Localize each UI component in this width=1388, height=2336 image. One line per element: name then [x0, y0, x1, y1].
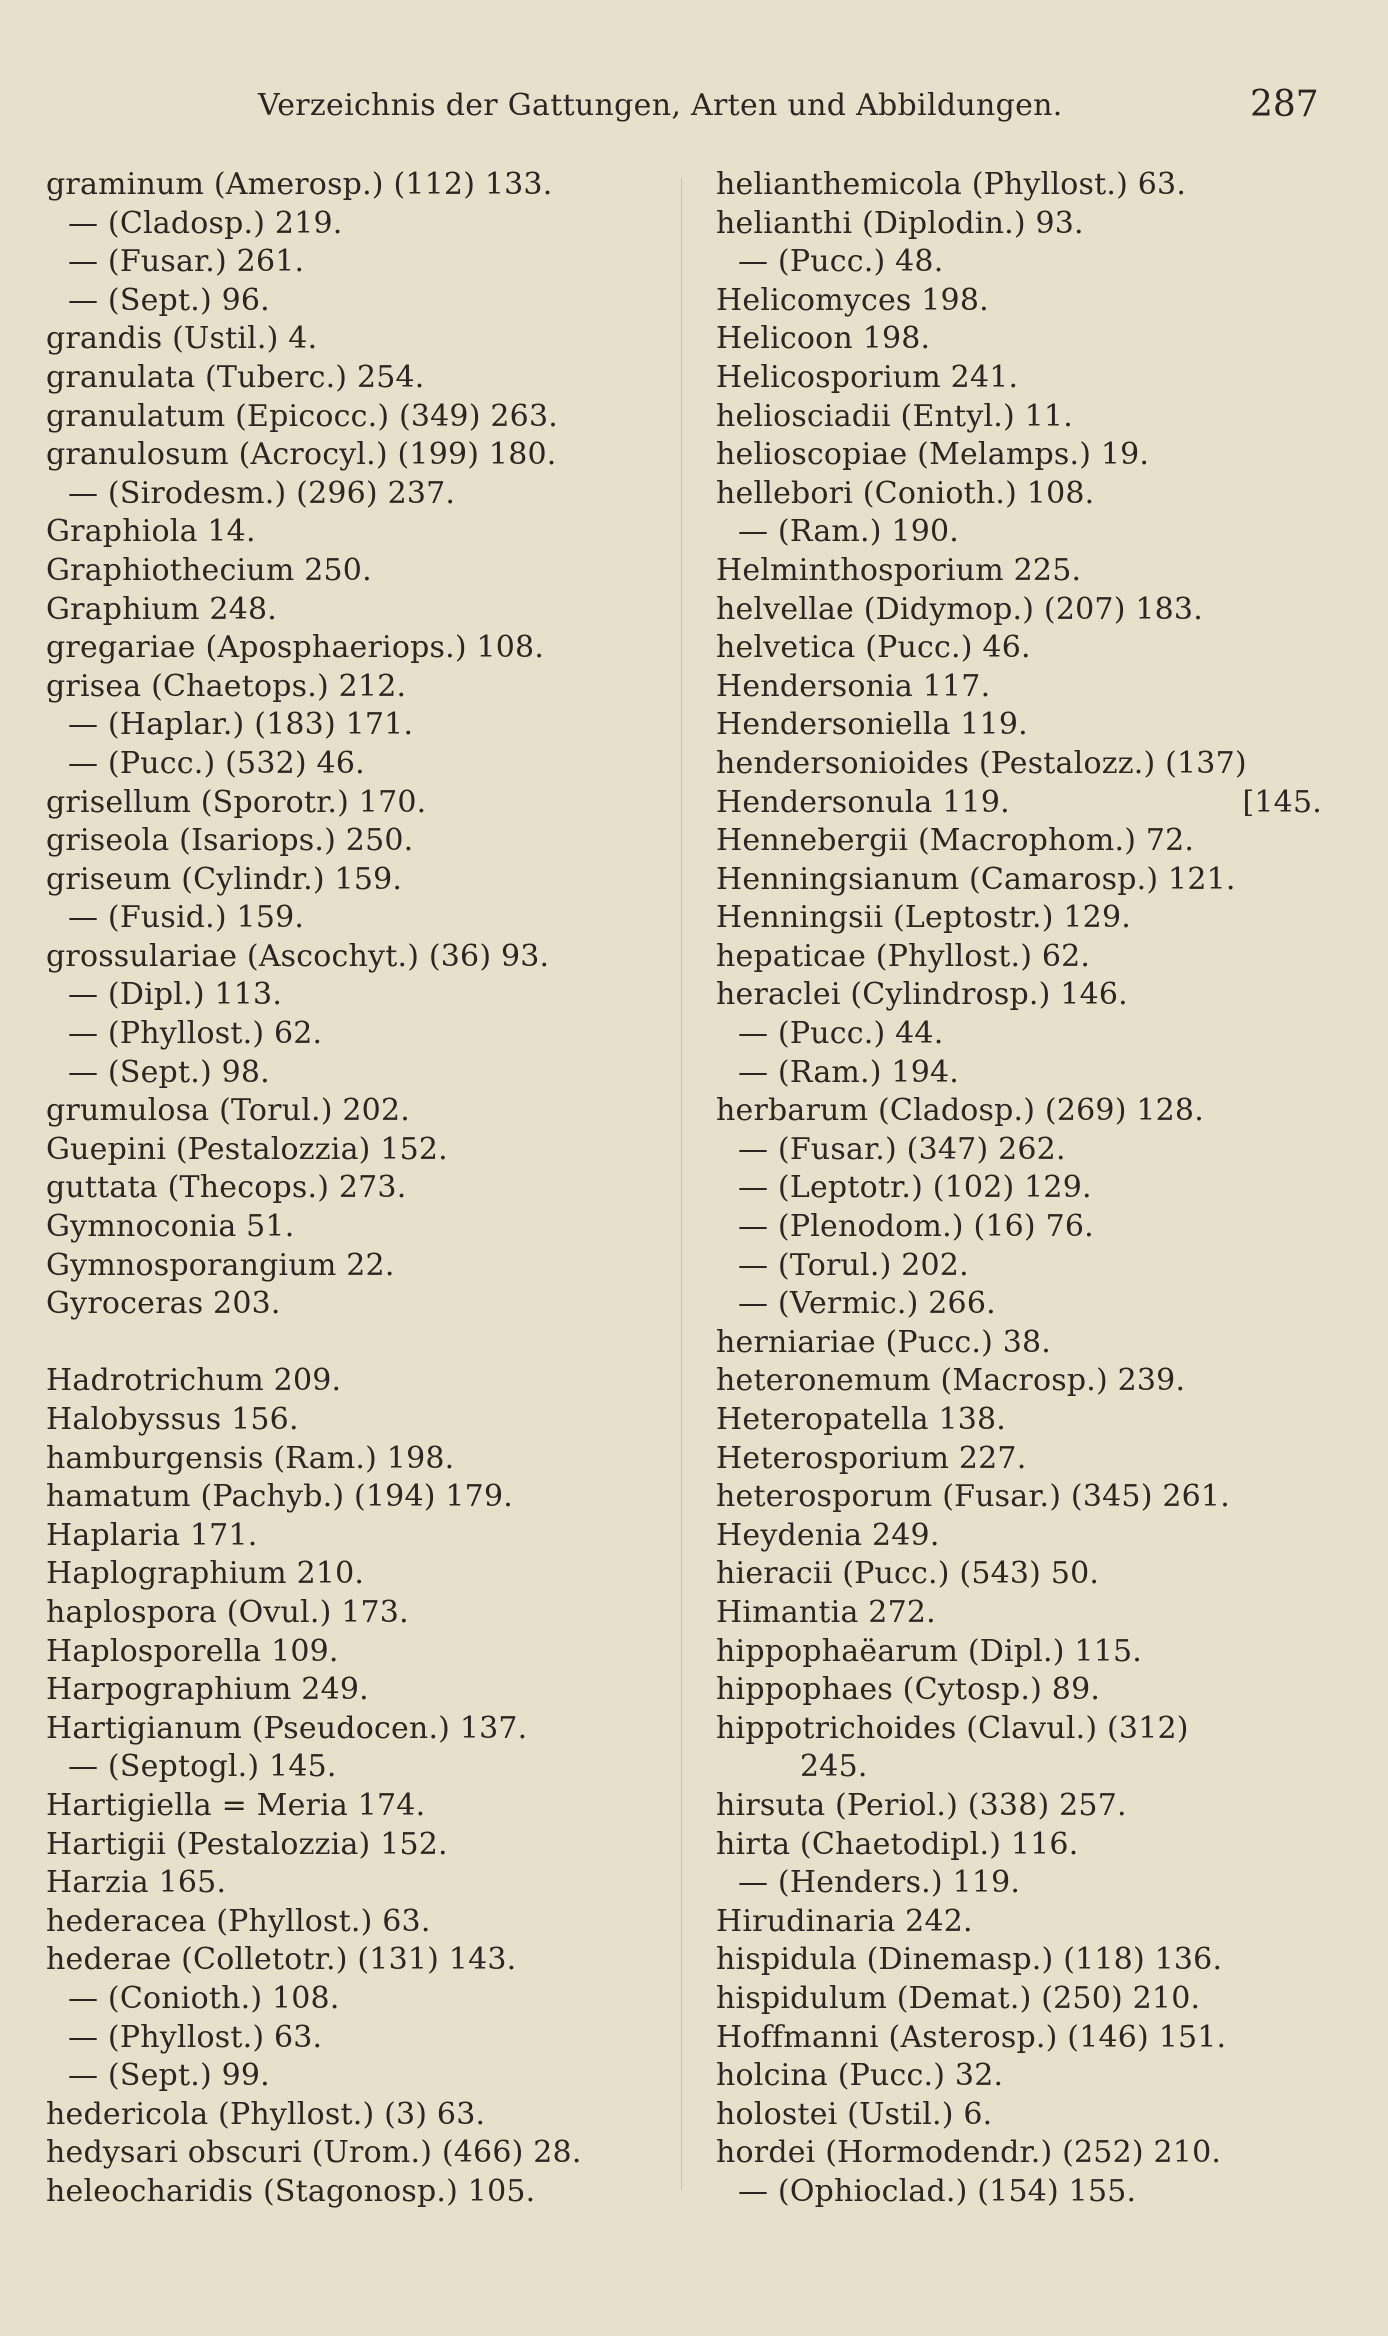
index-entry — [716, 1633, 1328, 1672]
index-entry-text: Hendersoniella 119. — [716, 707, 1028, 743]
index-entry-text: Heterosporium 227. — [716, 1440, 1027, 1476]
index-entry-text: hispidula (Dinemasp.) (118) 136. — [716, 1942, 1223, 1978]
index-entry-text: hederacea (Phyllost.) 63. — [46, 1903, 431, 1939]
index-entry-text: Heteropatella 138. — [716, 1402, 1007, 1437]
index-entry — [46, 1826, 666, 1865]
index-entry-text: hedysari obscuri (Urom.) (466) 28. — [46, 2135, 582, 2171]
index-entry — [46, 1903, 666, 1942]
index-entry — [46, 822, 666, 861]
index-entry — [46, 320, 666, 359]
index-entry — [716, 1671, 1328, 1710]
index-entry — [716, 1054, 1328, 1093]
index-entry — [716, 1903, 1328, 1942]
index-entry-text: — (Dipl.) 113. — [68, 977, 283, 1013]
index-entry — [46, 282, 666, 321]
index-entry — [46, 1748, 666, 1787]
index-entry-text: Helminthosporium 225. — [716, 552, 1082, 588]
index-entry — [46, 475, 666, 514]
index-spacer — [46, 1324, 666, 1363]
index-entry — [716, 861, 1328, 900]
index-entry-text: hordei (Hormodendr.) (252) 210. — [716, 2135, 1222, 2171]
index-entry — [46, 398, 666, 437]
index-entry-text: grossulariae (Ascochyt.) (36) 93. — [46, 938, 550, 974]
index-entry-text: Haplographium 210. — [46, 1556, 365, 1592]
index-entry-text: — (Ophioclad.) (154) 155. — [738, 2173, 1137, 2209]
index-entry-text: graminum (Amerosp.) (112) 133. — [46, 167, 553, 202]
index-column-right — [716, 166, 1328, 2211]
index-entry — [716, 591, 1328, 630]
index-entry-text: hederae (Colletotr.) (131) 143. — [46, 1942, 517, 1978]
index-entry-text: Gymnoconia 51. — [46, 1209, 295, 1245]
index-entry — [46, 2096, 666, 2135]
index-entry-text: — (Sirodesm.) (296) 237. — [68, 475, 456, 511]
index-entry — [716, 668, 1328, 707]
index-entry-text: granulatum (Epicocc.) (349) 263. — [46, 398, 558, 434]
index-entry-text: 245. — [800, 1749, 868, 1785]
index-entry — [46, 1980, 666, 2019]
index-entry-text: heraclei (Cylindrosp.) 146. — [716, 977, 1128, 1013]
index-entry-text: — (Pucc.) 44. — [738, 1016, 944, 1052]
index-entry — [716, 938, 1328, 977]
index-entry — [46, 629, 666, 668]
index-entry — [716, 1478, 1328, 1517]
index-entry — [46, 513, 666, 552]
index-entry-text: Hendersonia 117. — [716, 668, 991, 704]
index-entry-text: hirta (Chaetodipl.) 116. — [716, 1826, 1079, 1862]
index-entry-text: Hartigianum (Pseudocen.) 137. — [46, 1710, 528, 1746]
index-entry-text: — (Sept.) 96. — [68, 282, 270, 318]
index-entry — [46, 1787, 666, 1826]
index-entry-text: — (Sept.) 99. — [68, 2058, 270, 2094]
index-entry-text: — (Pucc.) (532) 46. — [68, 745, 365, 781]
index-entry — [46, 1671, 666, 1710]
index-entry-text: Haplosporella 109. — [46, 1633, 339, 1669]
index-entry-text: Halobyssus 156. — [46, 1402, 299, 1437]
index-entry-text: Hirudinaria 242. — [716, 1903, 973, 1939]
index-entry-text: — (Ram.) 194. — [738, 1054, 960, 1090]
index-entry — [46, 1169, 666, 1208]
index-entry — [716, 2096, 1328, 2135]
index-entry — [716, 1401, 1328, 1440]
index-entry — [46, 2057, 666, 2096]
index-entry — [716, 1555, 1328, 1594]
index-entry — [46, 359, 666, 398]
index-entry-text: — (Septogl.) 145. — [68, 1749, 337, 1785]
index-entry — [46, 591, 666, 630]
index-entry-text: hamatum (Pachyb.) (194) 179. — [46, 1479, 513, 1515]
index-entry — [716, 1285, 1328, 1324]
index-entry-text: griseum (Cylindr.) 159. — [46, 861, 403, 897]
index-entry — [716, 166, 1328, 205]
index-entry-text: holostei (Ustil.) 6. — [716, 2096, 993, 2132]
index-entry-text: — (Henders.) 119. — [738, 1865, 1021, 1901]
index-entry — [716, 1092, 1328, 1131]
index-entry-text: Gymnosporangium 22. — [46, 1247, 395, 1283]
index-entry — [46, 938, 666, 977]
index-entry — [716, 359, 1328, 398]
index-entry — [716, 1864, 1328, 1903]
index-entry — [46, 205, 666, 244]
running-title: Verzeichnis der Gattungen, Arten und Abbildungen. — [258, 88, 1063, 123]
index-entry-text: Harzia 165. — [46, 1865, 227, 1901]
index-entry-text: hellebori (Conioth.) 108. — [716, 475, 1095, 511]
index-entry-text: Haplaria 171. — [46, 1517, 258, 1553]
index-entry-text: guttata (Thecops.) 273. — [46, 1170, 407, 1206]
index-entry-text: Guepini (Pestalozzia) 152. — [46, 1131, 448, 1167]
index-entry — [716, 1787, 1328, 1826]
index-entry — [716, 282, 1328, 321]
index-entry-text: griseola (Isariops.) 250. — [46, 823, 414, 859]
index-entry — [46, 1941, 666, 1980]
index-entry — [716, 1594, 1328, 1633]
page-number: 287 — [1250, 84, 1319, 125]
index-entry — [46, 861, 666, 900]
index-entry — [716, 1941, 1328, 1980]
index-entry — [46, 1401, 666, 1440]
index-entry — [46, 706, 666, 745]
index-entry — [46, 1208, 666, 1247]
index-entry-text: helianthi (Diplodin.) 93. — [716, 205, 1084, 241]
index-entry — [46, 2019, 666, 2058]
index-entry — [716, 1980, 1328, 2019]
index-entry — [716, 205, 1328, 244]
index-entry — [46, 1247, 666, 1286]
index-entry — [716, 475, 1328, 514]
index-entry-text: holcina (Pucc.) 32. — [716, 2058, 1004, 2094]
index-entry-text: hippotrichoides (Clavul.) (312) — [716, 1710, 1189, 1746]
index-entry — [46, 1864, 666, 1903]
index-entry — [46, 1555, 666, 1594]
index-entry-text: Harpographium 249. — [46, 1672, 369, 1708]
index-entry-text: helvellae (Didymop.) (207) 183. — [716, 591, 1203, 627]
index-entry-text: — (Sept.) 98. — [68, 1054, 270, 1090]
index-entry-text: Hoffmanni (Asterosp.) (146) 151. — [716, 2019, 1227, 2055]
index-entry-text: — (Phyllost.) 63. — [68, 2019, 323, 2055]
index-entry-text: Hadrotrichum 209. — [46, 1363, 342, 1399]
index-entry-text: — (Fusar.) 261. — [68, 244, 305, 280]
index-entry — [716, 1247, 1328, 1286]
index-entry-text: — (Conioth.) 108. — [68, 1980, 340, 2016]
index-entry — [46, 1710, 666, 1749]
index-entry-text: haplospora (Ovul.) 173. — [46, 1594, 409, 1630]
index-entry — [46, 436, 666, 475]
index-entry — [716, 2057, 1328, 2096]
index-entry-text: — (Plenodom.) (16) 76. — [738, 1209, 1094, 1245]
index-entry-text: — (Fusar.) (347) 262. — [738, 1131, 1066, 1167]
index-entry — [46, 1594, 666, 1633]
index-entry — [716, 629, 1328, 668]
index-entry — [716, 2019, 1328, 2058]
column-divider — [681, 178, 682, 2190]
index-entry — [716, 2173, 1328, 2212]
index-entry — [46, 1517, 666, 1556]
index-entry-text: Himantia 272. — [716, 1594, 936, 1630]
index-entry — [46, 552, 666, 591]
index-entry — [716, 1440, 1328, 1479]
index-entry — [46, 2134, 666, 2173]
index-entry — [46, 2173, 666, 2212]
index-entry-text: — (Vermic.) 266. — [738, 1286, 996, 1322]
index-entry — [716, 784, 1328, 823]
index-entry — [46, 1362, 666, 1401]
index-entry-text: hippophaëarum (Dipl.) 115. — [716, 1633, 1143, 1669]
index-entry-text: hippophaes (Cytosp.) 89. — [716, 1672, 1101, 1708]
index-entry-text: grisea (Chaetops.) 212. — [46, 668, 407, 704]
index-entry — [716, 320, 1328, 359]
index-entry — [716, 513, 1328, 552]
index-entry — [46, 784, 666, 823]
index-entry — [46, 976, 666, 1015]
index-entry — [716, 976, 1328, 1015]
index-entry-text: — (Phyllost.) 62. — [68, 1016, 323, 1052]
index-entry — [716, 552, 1328, 591]
index-entry-text: Heydenia 249. — [716, 1517, 940, 1553]
index-entry — [716, 1748, 1328, 1787]
index-entry-text: Graphiola 14. — [46, 514, 256, 550]
index-entry-continuation: [145. — [1242, 784, 1322, 820]
index-entry — [716, 1324, 1328, 1363]
index-entry-text: Hendersonula 119. — [716, 784, 1010, 820]
index-entry — [716, 745, 1328, 784]
index-entry-text: — (Cladosp.) 219. — [68, 205, 343, 241]
index-entry — [716, 822, 1328, 861]
index-entry-text: heterosporum (Fusar.) (345) 261. — [716, 1479, 1230, 1515]
index-entry-text: herbarum (Cladosp.) (269) 128. — [716, 1093, 1204, 1129]
index-entry-text: Helicoon 198. — [716, 321, 931, 357]
index-entry — [46, 1633, 666, 1672]
index-entry-text: Hartigiella = Meria 174. — [46, 1787, 426, 1823]
index-entry — [716, 398, 1328, 437]
index-entry — [716, 1362, 1328, 1401]
index-entry-text: helianthemicola (Phyllost.) 63. — [716, 167, 1187, 202]
index-entry — [716, 1131, 1328, 1170]
index-entry — [716, 706, 1328, 745]
index-entry-text: helioscopiae (Melamps.) 19. — [716, 437, 1150, 473]
index-entry — [716, 436, 1328, 475]
index-entry-text: Hennebergii (Macrophom.) 72. — [716, 823, 1195, 859]
index-entry-text: Henningsii (Leptostr.) 129. — [716, 900, 1131, 936]
index-entry-text: granulosum (Acrocyl.) (199) 180. — [46, 437, 557, 473]
index-entry-text: grumulosa (Torul.) 202. — [46, 1093, 410, 1129]
index-entry-text: hamburgensis (Ram.) 198. — [46, 1440, 455, 1476]
index-entry-text: hirsuta (Periol.) (338) 257. — [716, 1787, 1127, 1823]
index-entry-text: hepaticae (Phyllost.) 62. — [716, 938, 1091, 974]
index-entry — [716, 1517, 1328, 1556]
index-entry-text: helvetica (Pucc.) 46. — [716, 630, 1031, 666]
index-entry — [46, 166, 666, 205]
index-entry-text: Gyroceras 203. — [46, 1286, 281, 1322]
index-entry — [716, 1826, 1328, 1865]
index-entry-text: Helicomyces 198. — [716, 282, 989, 318]
index-column-left — [46, 166, 666, 2211]
index-entry-text: — (Torul.) 202. — [738, 1247, 969, 1283]
index-entry — [46, 1131, 666, 1170]
index-entry — [46, 243, 666, 282]
index-entry-text: — (Haplar.) (183) 171. — [68, 707, 414, 743]
index-entry-text: Graphium 248. — [46, 591, 278, 627]
index-entry — [716, 1710, 1328, 1749]
index-entry — [46, 1015, 666, 1054]
index-entry — [716, 1208, 1328, 1247]
index-entry-text: — (Leptotr.) (102) 129. — [738, 1170, 1092, 1206]
index-entry-text: gregariae (Aposphaeriops.) 108. — [46, 630, 545, 666]
index-entry — [716, 243, 1328, 282]
index-entry — [46, 1440, 666, 1479]
index-entry-text: granulata (Tuberc.) 254. — [46, 359, 425, 395]
index-entry-text: hendersonioides (Pestalozz.) (137) — [716, 745, 1247, 781]
index-entry — [716, 1015, 1328, 1054]
index-entry-text: Graphiothecium 250. — [46, 552, 372, 588]
index-entry-text: Hartigii (Pestalozzia) 152. — [46, 1826, 448, 1862]
index-entry-text: — (Ram.) 190. — [738, 514, 960, 550]
index-entry-text: Henningsianum (Camarosp.) 121. — [716, 861, 1236, 897]
index-entry-text: — (Pucc.) 48. — [738, 244, 944, 280]
index-entry — [716, 899, 1328, 938]
index-entry-text: — (Fusid.) 159. — [68, 900, 305, 936]
running-header — [0, 84, 1388, 134]
index-entry-text: Helicosporium 241. — [716, 359, 1019, 395]
index-entry — [716, 1169, 1328, 1208]
index-entry-text: hieracii (Pucc.) (543) 50. — [716, 1556, 1100, 1592]
index-entry-text: hedericola (Phyllost.) (3) 63. — [46, 2096, 486, 2132]
index-entry-text: hispidulum (Demat.) (250) 210. — [716, 1980, 1201, 2016]
index-entry-text: grandis (Ustil.) 4. — [46, 321, 318, 357]
index-entry-text: herniariae (Pucc.) 38. — [716, 1324, 1052, 1360]
index-entry — [46, 1285, 666, 1324]
index-entry — [46, 899, 666, 938]
index-entry — [46, 1478, 666, 1517]
index-entry-text: heleocharidis (Stagonosp.) 105. — [46, 2173, 536, 2209]
index-entry-text: grisellum (Sporotr.) 170. — [46, 784, 427, 820]
index-entry — [46, 668, 666, 707]
index-entry — [46, 1092, 666, 1131]
index-entry-text: heliosciadii (Entyl.) 11. — [716, 398, 1073, 434]
index-entry-text: heteronemum (Macrosp.) 239. — [716, 1363, 1186, 1399]
index-entry — [716, 2134, 1328, 2173]
index-entry — [46, 1054, 666, 1093]
index-entry — [46, 745, 666, 784]
